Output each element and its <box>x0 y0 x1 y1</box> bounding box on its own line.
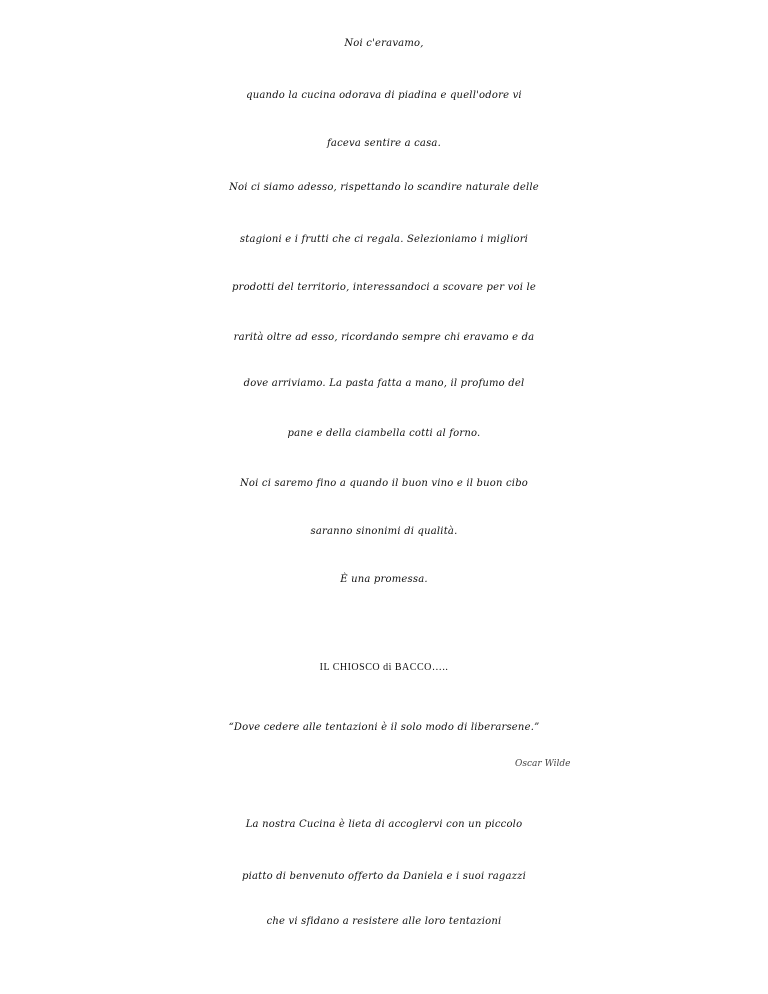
poem-line-9: pane e della ciambella cotti al forno. <box>287 428 481 439</box>
poem-line-8: dove arriviamo. La pasta fatta a mano, il profumo del <box>243 378 525 389</box>
poem-line-4: Noi ci siamo adesso, rispettando lo scandire naturale delle <box>229 182 539 193</box>
quote-text: “Dove cedere alle tentazioni è il solo modo di liberarsene.” <box>228 722 540 733</box>
poem-line-7: rarità oltre ad esso, ricordando sempre chi eravamo e da <box>233 332 535 343</box>
poem-line-1: Noi c'eravamo, <box>344 38 424 49</box>
poem-line-5: stagioni e i frutti che ci regala. Selezioniamo i migliori <box>239 234 529 245</box>
quote-author: Oscar Wilde <box>515 759 571 769</box>
closing-line-3: che vi sfidano a resistere alle loro tentazioni <box>266 916 502 927</box>
poem-line-11: saranno sinonimi di qualità. <box>310 526 458 537</box>
closing-line-1: La nostra Cucina è lieta di accoglervi con un piccolo <box>245 819 523 830</box>
closing-line-2: piatto di benvenuto offerto da Daniela e i suoi ragazzi <box>241 871 527 882</box>
poem-line-6: prodotti del territorio, interessandoci a scovare per voi le <box>232 282 536 293</box>
poem-line-10: Noi ci saremo fino a quando il buon vino e il buon cibo <box>239 478 529 489</box>
poem-line-2: quando la cucina odorava di piadina e quell'odore vi <box>246 90 522 101</box>
restaurant-title: IL CHIOSCO di BACCO….. <box>319 662 449 673</box>
poem-line-12: È una promessa. <box>340 574 428 585</box>
poem-line-3: faceva sentire a casa. <box>327 138 441 149</box>
